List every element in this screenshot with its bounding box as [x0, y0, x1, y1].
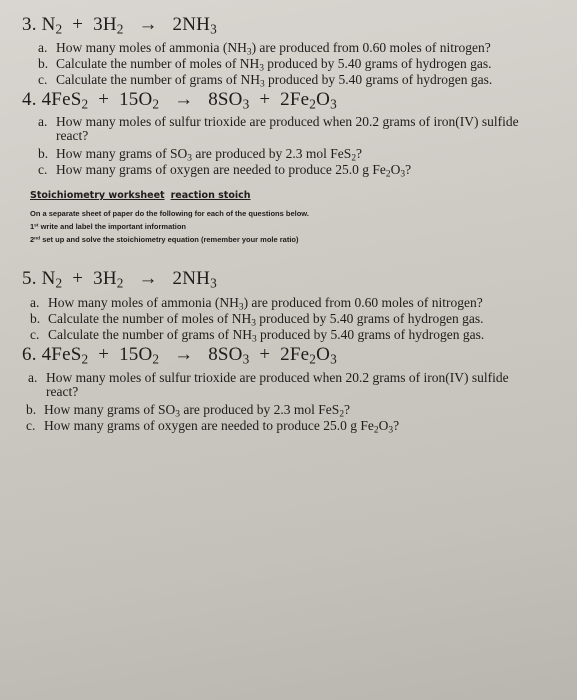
- instruction-line-1: On a separate sheet of paper do the following for each of the questions below.: [30, 209, 309, 218]
- question-5a: a. How many moles of ammonia $(NH_3)$ are produced from 0.60 moles of nitrogen?: [30, 295, 483, 313]
- worksheet-title: Stoichiometry worksheet reaction stoich: [30, 190, 251, 201]
- question-6b: b. How many grams of $SO_3$ are produced by 2.3 mol FeS$_2$?: [26, 402, 351, 420]
- question-6c: c. How many grams of oxygen are needed to produce 25.0 g $Fe_2O_3$?: [26, 418, 400, 436]
- question-5b: b. Calculate the number of moles of $NH_3$ produced by 5.40 grams of hydrogen gas.: [30, 311, 484, 329]
- question-3b: b. Calculate the number of moles of $NH_3$ produced by 5.40 grams of hydrogen gas.: [38, 56, 492, 74]
- question-4b: b. How many grams of $SO_3$ are produced by 2.3 mol FeS$_2$?: [38, 146, 363, 164]
- question-4a: a. How many moles of sulfur trioxide are produced when 20.2 grams of iron(IV) sulfide react?: [38, 114, 519, 143]
- question-3a: a. How many moles of ammonia $(NH_3)$ are produced from 0.60 moles of nitrogen?: [38, 40, 491, 58]
- instruction-line-3: 2nd set up and solve the stoichiometry equation (remember your mole ratio): [30, 235, 299, 244]
- equation-4: 4. $4FeS_2 + 15O_2$ → $8SO_3 + 2Fe_2O_3$: [22, 89, 337, 112]
- question-3c: c. Calculate the number of grams of $NH_3$ produced by 5.40 grams of hydrogen gas.: [38, 72, 493, 90]
- question-6a: a. How many moles of sulfur trioxide are produced when 20.2 grams of iron(IV) sulfide react?: [28, 370, 509, 399]
- equation-6: 6. $4FeS_2 + 15O_2$ → $8SO_3 + 2Fe_2O_3$: [22, 344, 337, 367]
- equation-3: 3. $N_2 + 3H_2$ → $2NH_3$: [22, 14, 217, 37]
- question-5c: c. Calculate the number of grams of $NH_3$ produced by 5.40 grams of hydrogen gas.: [30, 327, 485, 345]
- instruction-line-2: 1st write and label the important information: [30, 222, 187, 231]
- equation-5: 5. $N_2 + 3H_2$ → $2NH_3$: [22, 268, 217, 291]
- question-4c: c. How many grams of oxygen are needed to produce 25.0 g $Fe_2O_3$?: [38, 162, 412, 180]
